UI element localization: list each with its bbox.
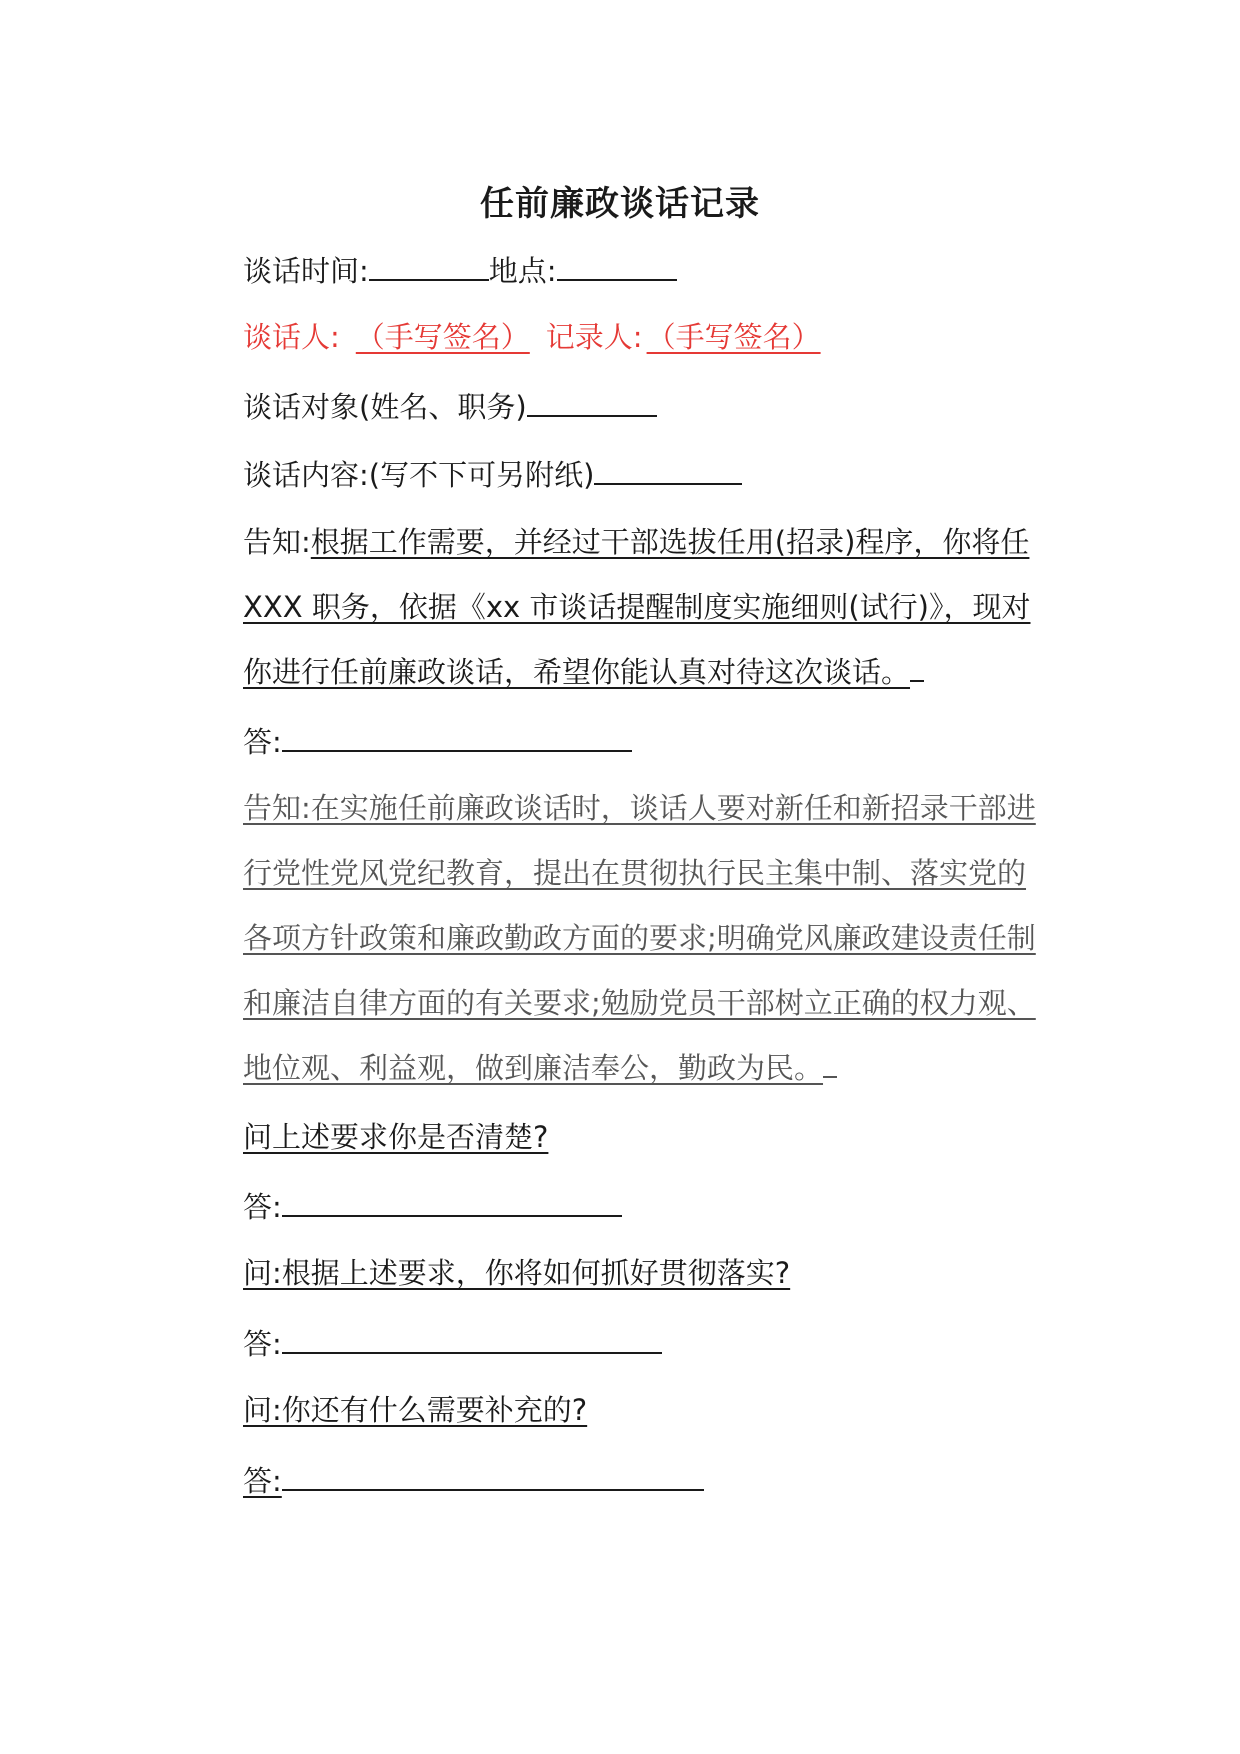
question-3-line bbox=[243, 1390, 587, 1430]
notice-1-line-1 bbox=[243, 510, 1043, 575]
question-1-line bbox=[243, 1117, 548, 1157]
answer-1-blank bbox=[282, 720, 632, 752]
notice-1-text-1: 根据工作需要，并经过干部选拔任用(招录)程序，你将任 bbox=[310, 525, 1030, 559]
time-place-line bbox=[243, 249, 677, 291]
notice-1-text-3: 你进行任前廉政谈话，希望你能认真对待这次谈话。 bbox=[243, 655, 911, 689]
notice-2-text-4: 和廉洁自律方面的有关要求;勉励党员干部树立正确的权力观、 bbox=[243, 986, 1036, 1020]
notice-1-line-3 bbox=[243, 640, 1043, 705]
notice-2-text-5: 地位观、利益观，做到廉洁奉公，勤政为民。 bbox=[243, 1051, 824, 1085]
place-label: 地点: bbox=[488, 254, 557, 288]
answer-4-line bbox=[243, 1459, 704, 1501]
notice-2-line-4 bbox=[243, 971, 1043, 1036]
answer-2-label: 答: bbox=[243, 1190, 282, 1224]
notice-1-label: 告知: bbox=[243, 525, 311, 559]
notice-2 bbox=[243, 776, 1043, 1101]
time-blank bbox=[369, 249, 489, 281]
question-1: 问上述要求你是否清楚? bbox=[243, 1120, 549, 1154]
recorder-signature: （手写签名） bbox=[646, 320, 821, 354]
document-title: 任前廉政谈话记录 bbox=[480, 184, 760, 224]
content-label: 谈话内容:(写不下可另附纸) bbox=[243, 458, 595, 492]
notice-2-trailing-blank bbox=[823, 1046, 837, 1078]
answer-1-line bbox=[243, 720, 632, 762]
question-3: 问:你还有什么需要补充的? bbox=[243, 1393, 588, 1427]
time-label: 谈话时间: bbox=[243, 254, 369, 288]
subject-line bbox=[243, 385, 657, 427]
notice-2-line-3: 各项方针政策和廉政勤政方面的要求;明确党风廉政建设责任制 bbox=[243, 921, 1036, 955]
answer-4-label: 答: bbox=[243, 1464, 282, 1498]
notice-2-line-5 bbox=[243, 1036, 1043, 1101]
question-2-line bbox=[243, 1253, 790, 1293]
notice-2-line-1: 告知:在实施任前廉政谈话时，谈话人要对新任和新招录干部进 bbox=[243, 791, 1036, 825]
answer-3-blank bbox=[282, 1322, 662, 1354]
subject-label: 谈话对象(姓名、职务) bbox=[243, 390, 527, 424]
answer-4-blank bbox=[282, 1459, 704, 1491]
place-blank bbox=[557, 249, 677, 281]
subject-blank bbox=[527, 385, 657, 417]
question-2: 问:根据上述要求，你将如何抓好贯彻落实? bbox=[243, 1256, 791, 1290]
content-blank bbox=[594, 453, 742, 485]
notice-1-trailing-blank bbox=[910, 650, 924, 682]
recorder-label: 记录人: bbox=[545, 320, 643, 354]
answer-3-label: 答: bbox=[243, 1327, 282, 1361]
answer-3-line bbox=[243, 1322, 662, 1364]
notice-1-line-2: XXX 职务，依据《xx 市谈话提醒制度实施细则(试行)》，现对 bbox=[243, 590, 1031, 624]
talker-label: 谈话人: bbox=[243, 320, 340, 354]
talker-recorder-line bbox=[243, 317, 821, 357]
talker-signature: （手写签名） bbox=[355, 320, 530, 354]
content-line bbox=[243, 453, 742, 495]
answer-2-line bbox=[243, 1185, 622, 1227]
notice-1 bbox=[243, 510, 1043, 705]
answer-1-label: 答: bbox=[243, 725, 282, 759]
answer-2-blank bbox=[282, 1185, 622, 1217]
notice-2-line-2: 行党性党风党纪教育，提出在贯彻执行民主集中制、落实党的 bbox=[243, 856, 1027, 890]
